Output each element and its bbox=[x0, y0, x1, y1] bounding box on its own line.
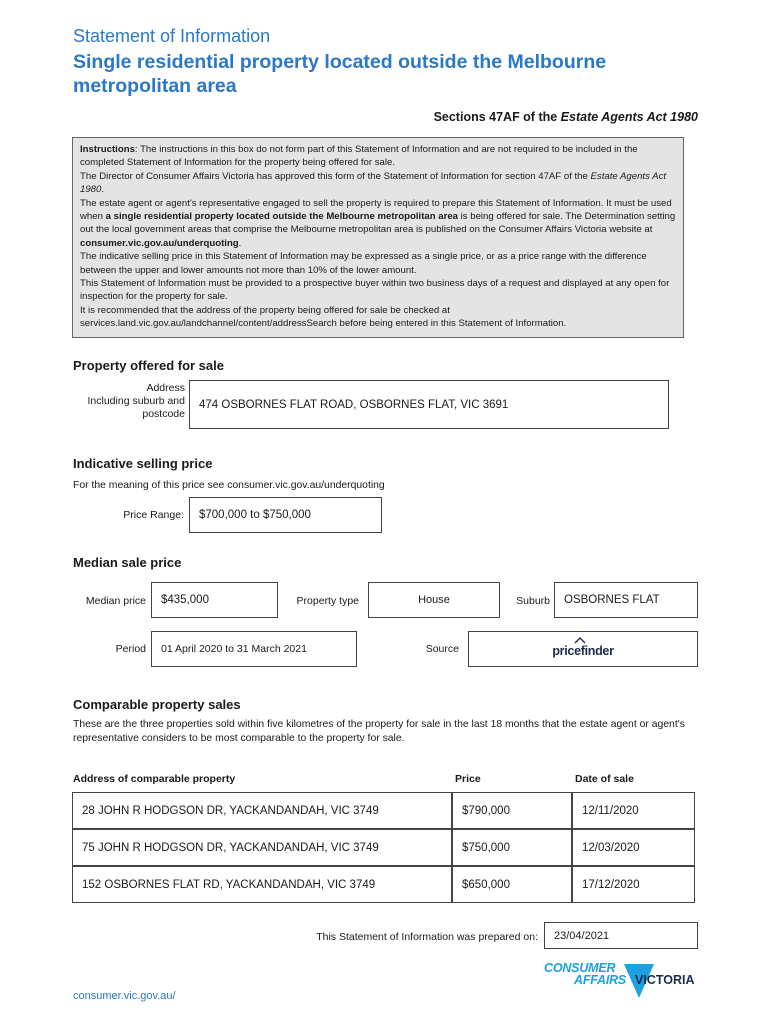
comparable-date-field[interactable]: 12/03/2020 bbox=[572, 829, 695, 866]
property-address-field[interactable]: 474 OSBORNES FLAT ROAD, OSBORNES FLAT, VIC 3691 bbox=[189, 380, 669, 429]
instructions-text: . bbox=[238, 237, 242, 249]
act-name: Estate Agents Act 1980 bbox=[560, 110, 698, 124]
price-range-field[interactable]: $700,000 to $750,000 bbox=[189, 497, 382, 533]
act-reference-prefix: Sections 47AF of the bbox=[433, 110, 561, 124]
property-type-field[interactable]: House bbox=[368, 582, 500, 618]
instructions-text: The indicative selling price in this Statement of Information may be expressed as a single price, or as a price range with the difference between the upper and lower amounts not more than 10% of the lower amount. bbox=[80, 251, 647, 276]
address-label bbox=[60, 382, 185, 421]
address-label-line: Including suburb and bbox=[87, 395, 185, 407]
address-label-line: Address bbox=[146, 382, 185, 394]
prepared-date-field[interactable]: 23/04/2021 bbox=[544, 922, 698, 949]
source-label: Source bbox=[425, 643, 459, 655]
pricefinder-logo-text: pricefinder bbox=[552, 644, 614, 658]
suburb-field[interactable]: OSBORNES FLAT bbox=[554, 582, 698, 618]
instructions-text: It is recommended that the address of the property being offered for sale be checked at services.land.vic.gov.au/landchannel/content/addressSearch before being entered in this Statement of Information. bbox=[80, 304, 567, 330]
column-header-price: Price bbox=[455, 773, 481, 785]
instructions-text: : The instructions in this box do not form part of this Statement of Information and are not required to be included in the completed Statement of Information for the property being offered for sale. bbox=[80, 144, 638, 169]
suburb-label: Suburb bbox=[516, 595, 550, 607]
comparable-description: These are the three properties sold within five kilometres of the property for sale in the last 18 months that the estate agent or agent's representative considers to be most comparable to the property for sale. bbox=[73, 719, 685, 744]
comparable-price-field[interactable]: $790,000 bbox=[452, 792, 572, 829]
comparable-address-field[interactable]: 75 JOHN R HODGSON DR, YACKANDANDAH, VIC 3749 bbox=[72, 829, 452, 866]
property-type-label: Property type bbox=[296, 595, 359, 607]
comparable-address-field[interactable]: 152 OSBORNES FLAT RD, YACKANDANDAH, VIC 3749 bbox=[72, 866, 452, 903]
logo-line-victoria: VICTORIA bbox=[635, 973, 695, 987]
instructions-box bbox=[72, 137, 684, 338]
period-label: Period bbox=[115, 643, 146, 655]
comparable-date-field[interactable]: 17/12/2020 bbox=[572, 866, 695, 903]
instructions-heading: Instructions bbox=[80, 144, 135, 155]
period-field[interactable]: 01 April 2020 to 31 March 2021 bbox=[151, 631, 357, 667]
instructions-text: This Statement of Information must be provided to a prospective buyer within two business days of a request and displayed at any open for inspection for the property for sale. bbox=[80, 278, 670, 303]
act-reference bbox=[434, 110, 698, 124]
median-heading: Median sale price bbox=[73, 555, 182, 570]
property-heading: Property offered for sale bbox=[73, 358, 224, 373]
indicative-heading: Indicative selling price bbox=[73, 456, 213, 471]
footer-url[interactable]: consumer.vic.gov.au/ bbox=[73, 990, 176, 1002]
median-price-label: Median price bbox=[85, 595, 146, 607]
consumer-affairs-victoria-logo bbox=[544, 962, 704, 1002]
address-label-line: postcode bbox=[142, 408, 185, 420]
prepared-on-label: This Statement of Information was prepared on: bbox=[316, 931, 538, 943]
logo-line-affairs: AFFAIRS bbox=[574, 973, 627, 987]
form-subtitle: Statement of Information bbox=[73, 26, 271, 46]
pricefinder-logo bbox=[552, 638, 613, 660]
logo-line-consumer: CONSUMER bbox=[544, 961, 616, 975]
roof-icon bbox=[574, 636, 586, 644]
instructions-text: The Director of Consumer Affairs Victoria has approved this form of the Statement of Information for section 47AF of the bbox=[80, 170, 591, 182]
form-title: Single residential property located outside the Melbourne metropolitan area bbox=[73, 51, 607, 97]
comparable-heading: Comparable property sales bbox=[73, 697, 241, 712]
source-field[interactable] bbox=[468, 631, 698, 667]
median-price-field[interactable]: $435,000 bbox=[151, 582, 278, 618]
instructions-text: The estate agent or agent's representative engaged to sell the property is required to prepare this Statement of Information. It must be used when bbox=[80, 197, 672, 223]
column-header-date: Date of sale bbox=[575, 773, 634, 785]
indicative-note: For the meaning of this price see consumer.vic.gov.au/underquoting bbox=[73, 480, 385, 491]
instructions-text: a single residential property located outside the Melbourne metropolitan area bbox=[105, 211, 458, 223]
comparable-price-field[interactable]: $750,000 bbox=[452, 829, 572, 866]
instructions-link[interactable]: consumer.vic.gov.au/underquoting bbox=[80, 237, 239, 249]
instructions-text: Estate Agents Act 1980 bbox=[80, 170, 667, 196]
comparable-price-field[interactable]: $650,000 bbox=[452, 866, 572, 903]
comparable-date-field[interactable]: 12/11/2020 bbox=[572, 792, 695, 829]
instructions-text: . bbox=[101, 184, 105, 196]
price-range-label: Price Range: bbox=[123, 509, 184, 521]
column-header-address: Address of comparable property bbox=[73, 773, 236, 785]
instructions-text: is being offered for sale. The Determination setting out the local government areas that comprise the Melbourne metropolitan area is published on the Consumer Affairs Victoria website at bbox=[80, 211, 676, 236]
comparable-address-field[interactable]: 28 JOHN R HODGSON DR, YACKANDANDAH, VIC 3749 bbox=[72, 792, 452, 829]
